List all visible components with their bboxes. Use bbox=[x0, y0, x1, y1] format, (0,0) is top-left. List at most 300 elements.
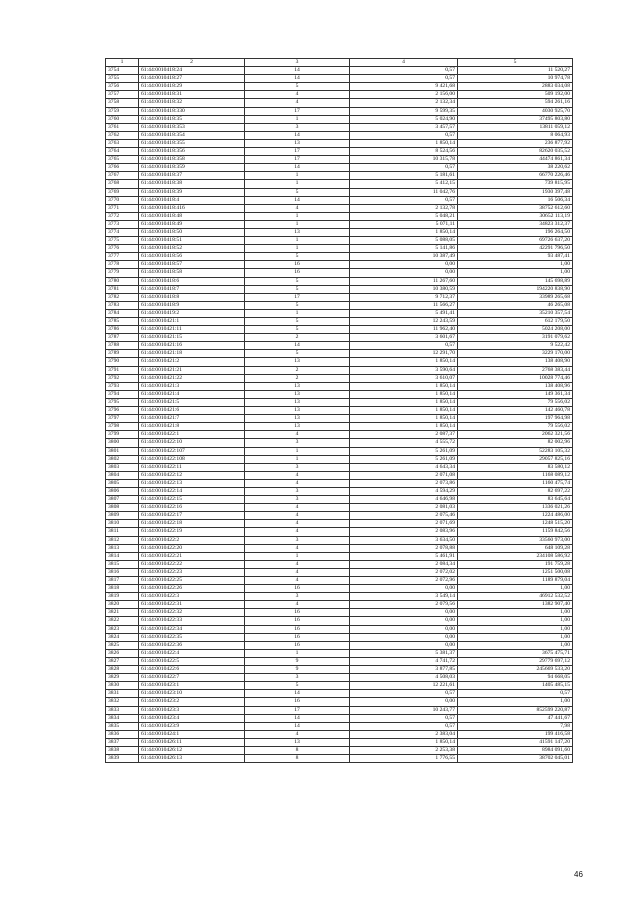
row-number: 3806 bbox=[106, 487, 139, 495]
cadastral-number: 61:44:0010418:24 bbox=[139, 67, 245, 75]
table-row bbox=[106, 512, 573, 520]
cadastral-value: 739 815,95 bbox=[458, 180, 573, 188]
zone-code: 14 bbox=[245, 342, 350, 350]
cadastral-value: 82620 035,52 bbox=[458, 148, 573, 156]
data-table bbox=[105, 58, 573, 763]
zone-code: 4 bbox=[245, 204, 350, 212]
rate-value: 0,57 bbox=[350, 67, 458, 75]
row-number: 3766 bbox=[106, 164, 139, 172]
table-row bbox=[106, 139, 573, 147]
cadastral-number: 61:44:0010422:20 bbox=[139, 544, 245, 552]
cadastral-value: 3229 170,00 bbox=[458, 350, 573, 358]
row-number: 3809 bbox=[106, 512, 139, 520]
rate-value: 1 850,14 bbox=[350, 358, 458, 366]
table-row bbox=[106, 609, 573, 617]
table-row bbox=[106, 698, 573, 706]
row-number: 3760 bbox=[106, 115, 139, 123]
row-number: 3785 bbox=[106, 318, 139, 326]
zone-code: 9 bbox=[245, 657, 350, 665]
zone-code: 5 bbox=[245, 277, 350, 285]
table-row bbox=[106, 285, 573, 293]
rate-value: 1 850,14 bbox=[350, 738, 458, 746]
zone-code: 4 bbox=[245, 504, 350, 512]
row-number: 3821 bbox=[106, 609, 139, 617]
zone-code: 3 bbox=[245, 463, 350, 471]
cadastral-number: 61:44:0010422:23 bbox=[139, 568, 245, 576]
rate-value: 4 555,72 bbox=[350, 439, 458, 447]
header-col-1: 1 bbox=[106, 59, 139, 67]
table-row bbox=[106, 479, 573, 487]
cadastral-number: 61:44:0010418:4 bbox=[139, 196, 245, 204]
cadastral-value: 1159 842,56 bbox=[458, 528, 573, 536]
cadastral-value: 1160 475,74 bbox=[458, 479, 573, 487]
row-number: 3792 bbox=[106, 374, 139, 382]
rate-value: 0,00 bbox=[350, 625, 458, 633]
cadastral-value: 46 265,08 bbox=[458, 301, 573, 309]
zone-code: 4 bbox=[245, 512, 350, 520]
rate-value: 2 078,88 bbox=[350, 544, 458, 552]
cadastral-number: 61:44:0010418:51 bbox=[139, 237, 245, 245]
cadastral-number: 61:44:0010422:35 bbox=[139, 633, 245, 641]
zone-code: 14 bbox=[245, 690, 350, 698]
cadastral-number: 61:44:0010422:14 bbox=[139, 487, 245, 495]
rate-value: 0,00 bbox=[350, 585, 458, 593]
cadastral-number: 61:44:0010418:354 bbox=[139, 131, 245, 139]
zone-code: 14 bbox=[245, 67, 350, 75]
header-col-3: 3 bbox=[245, 59, 350, 67]
cadastral-value: 33560 973,00 bbox=[458, 536, 573, 544]
cadastral-number: 61:44:0010418:330 bbox=[139, 107, 245, 115]
table-row bbox=[106, 131, 573, 139]
zone-code: 3 bbox=[245, 593, 350, 601]
rate-value: 0,00 bbox=[350, 641, 458, 649]
cadastral-number: 61:44:0010422:33 bbox=[139, 617, 245, 625]
rate-value: 2 087,37 bbox=[350, 431, 458, 439]
row-number: 3811 bbox=[106, 528, 139, 536]
cadastral-number: 61:44:0010422:31 bbox=[139, 601, 245, 609]
rate-value: 0,57 bbox=[350, 690, 458, 698]
table-row bbox=[106, 730, 573, 738]
cadastral-value: 2883 034,08 bbox=[458, 83, 573, 91]
table-row bbox=[106, 633, 573, 641]
table-row bbox=[106, 601, 573, 609]
table-row bbox=[106, 617, 573, 625]
row-number: 3832 bbox=[106, 698, 139, 706]
cadastral-number: 61:44:0010421:2 bbox=[139, 358, 245, 366]
zone-code: 1 bbox=[245, 455, 350, 463]
cadastral-value: 42291 796,50 bbox=[458, 245, 573, 253]
zone-code: 1 bbox=[245, 649, 350, 657]
zone-code: 4 bbox=[245, 431, 350, 439]
table-row bbox=[106, 528, 573, 536]
zone-code: 13 bbox=[245, 139, 350, 147]
cadastral-value: 0,57 bbox=[458, 690, 573, 698]
table-row bbox=[106, 682, 573, 690]
cadastral-number: 61:44:0010419:2 bbox=[139, 309, 245, 317]
rate-value: 2 084,34 bbox=[350, 560, 458, 568]
rate-value: 2 075,46 bbox=[350, 512, 458, 520]
row-number: 3831 bbox=[106, 690, 139, 698]
row-number: 3770 bbox=[106, 196, 139, 204]
table-row bbox=[106, 407, 573, 415]
cadastral-value: 138 408,90 bbox=[458, 358, 573, 366]
zone-code: 4 bbox=[245, 601, 350, 609]
row-number: 3829 bbox=[106, 674, 139, 682]
cadastral-value: 194220 838,90 bbox=[458, 285, 573, 293]
zone-code: 4 bbox=[245, 560, 350, 568]
rate-value: 11 962,40 bbox=[350, 326, 458, 334]
rate-value: 0,00 bbox=[350, 698, 458, 706]
zone-code: 4 bbox=[245, 544, 350, 552]
cadastral-value: 10 974,78 bbox=[458, 75, 573, 83]
cadastral-number: 61:44:0010418:52 bbox=[139, 245, 245, 253]
table-row bbox=[106, 91, 573, 99]
rate-value: 8 524,56 bbox=[350, 148, 458, 156]
cadastral-number: 61:44:0010418:49 bbox=[139, 220, 245, 228]
table-row bbox=[106, 293, 573, 301]
zone-code: 13 bbox=[245, 423, 350, 431]
zone-code: 4 bbox=[245, 91, 350, 99]
zone-code: 13 bbox=[245, 398, 350, 406]
row-number: 3836 bbox=[106, 730, 139, 738]
row-number: 3825 bbox=[106, 641, 139, 649]
rate-value: 5 381,37 bbox=[350, 649, 458, 657]
header-col-5: 5 bbox=[458, 59, 573, 67]
zone-code: 13 bbox=[245, 382, 350, 390]
zone-code: 4 bbox=[245, 520, 350, 528]
table-body bbox=[106, 67, 573, 763]
cadastral-value: 9 522,42 bbox=[458, 342, 573, 350]
cadastral-number: 61:44:0010418:48 bbox=[139, 212, 245, 220]
header-row bbox=[106, 59, 573, 67]
rate-value: 10 315,78 bbox=[350, 156, 458, 164]
row-number: 3816 bbox=[106, 568, 139, 576]
cadastral-value: 1,00 bbox=[458, 633, 573, 641]
table-row bbox=[106, 447, 573, 455]
cadastral-value: 38752 612,60 bbox=[458, 204, 573, 212]
cadastral-value: 1248 515,20 bbox=[458, 520, 573, 528]
cadastral-value: 69726 637,20 bbox=[458, 237, 573, 245]
table-row bbox=[106, 552, 573, 560]
cadastral-value: 79 556,02 bbox=[458, 398, 573, 406]
row-number: 3778 bbox=[106, 261, 139, 269]
row-number: 3833 bbox=[106, 706, 139, 714]
cadastral-number: 61:44:0010426:11 bbox=[139, 738, 245, 746]
cadastral-value: 594 261,16 bbox=[458, 99, 573, 107]
row-number: 3813 bbox=[106, 544, 139, 552]
cadastral-value: 34823 312,37 bbox=[458, 220, 573, 228]
rate-value: 0,57 bbox=[350, 714, 458, 722]
rate-value: 5 261,09 bbox=[350, 447, 458, 455]
table-row bbox=[106, 309, 573, 317]
row-number: 3789 bbox=[106, 350, 139, 358]
zone-code: 4 bbox=[245, 730, 350, 738]
cadastral-number: 61:44:0010422:4 bbox=[139, 649, 245, 657]
rate-value: 9 599,35 bbox=[350, 107, 458, 115]
zone-code: 16 bbox=[245, 609, 350, 617]
rate-value: 2 072,96 bbox=[350, 577, 458, 585]
cadastral-value: 35210 357,54 bbox=[458, 309, 573, 317]
row-number: 3765 bbox=[106, 156, 139, 164]
row-number: 3800 bbox=[106, 439, 139, 447]
row-number: 3834 bbox=[106, 714, 139, 722]
rate-value: 5 412,15 bbox=[350, 180, 458, 188]
cadastral-value: 38 220,62 bbox=[458, 164, 573, 172]
cadastral-number: 61:44:0010421:11 bbox=[139, 326, 245, 334]
cadastral-number: 61:44:0010422:6 bbox=[139, 666, 245, 674]
cadastral-number: 61:44:0010418:416 bbox=[139, 204, 245, 212]
cadastral-value: 47 441,67 bbox=[458, 714, 573, 722]
rate-value: 4 643,34 bbox=[350, 463, 458, 471]
table-row bbox=[106, 156, 573, 164]
rate-value: 3 457,57 bbox=[350, 123, 458, 131]
table-row bbox=[106, 496, 573, 504]
row-number: 3814 bbox=[106, 552, 139, 560]
cadastral-value: 29057 825,16 bbox=[458, 455, 573, 463]
table-row bbox=[106, 67, 573, 75]
table-row bbox=[106, 593, 573, 601]
zone-code: 5 bbox=[245, 350, 350, 358]
cadastral-number: 61:44:0010422:22 bbox=[139, 560, 245, 568]
row-number: 3788 bbox=[106, 342, 139, 350]
zone-code: 5 bbox=[245, 285, 350, 293]
row-number: 3779 bbox=[106, 269, 139, 277]
cadastral-value: 149 361,34 bbox=[458, 390, 573, 398]
rate-value: 9 712,37 bbox=[350, 293, 458, 301]
rate-value: 5 088,05 bbox=[350, 237, 458, 245]
row-number: 3808 bbox=[106, 504, 139, 512]
rate-value: 2 071,08 bbox=[350, 471, 458, 479]
cadastral-value: 234108 586,92 bbox=[458, 552, 573, 560]
table-row bbox=[106, 585, 573, 593]
table-row bbox=[106, 706, 573, 714]
rate-value: 5 261,09 bbox=[350, 455, 458, 463]
rate-value: 1 850,14 bbox=[350, 228, 458, 236]
zone-code: 3 bbox=[245, 439, 350, 447]
table-row bbox=[106, 212, 573, 220]
zone-code: 13 bbox=[245, 407, 350, 415]
zone-code: 17 bbox=[245, 107, 350, 115]
table-row bbox=[106, 415, 573, 423]
rate-value: 10 243,77 bbox=[350, 706, 458, 714]
rate-value: 2 156,00 bbox=[350, 91, 458, 99]
cadastral-value: 82 002,96 bbox=[458, 439, 573, 447]
table-row bbox=[106, 690, 573, 698]
row-number: 3807 bbox=[106, 496, 139, 504]
cadastral-value: 2062 321,56 bbox=[458, 431, 573, 439]
table-row bbox=[106, 560, 573, 568]
cadastral-number: 61:44:0010421:6 bbox=[139, 407, 245, 415]
rate-value: 11 566,27 bbox=[350, 301, 458, 309]
cadastral-value: 1168 089,12 bbox=[458, 471, 573, 479]
table-row bbox=[106, 423, 573, 431]
cadastral-value: 3675 475,71 bbox=[458, 649, 573, 657]
zone-code: 4 bbox=[245, 528, 350, 536]
zone-code: 1 bbox=[245, 220, 350, 228]
zone-code: 5 bbox=[245, 318, 350, 326]
zone-code: 13 bbox=[245, 390, 350, 398]
cadastral-value: 7,98 bbox=[458, 722, 573, 730]
cadastral-value: 1405 485,15 bbox=[458, 682, 573, 690]
row-number: 3805 bbox=[106, 479, 139, 487]
cadastral-value: 1189 879,04 bbox=[458, 577, 573, 585]
rate-value: 2 083,96 bbox=[350, 528, 458, 536]
rate-value: 5 024,90 bbox=[350, 115, 458, 123]
zone-code: 14 bbox=[245, 164, 350, 172]
row-number: 3795 bbox=[106, 398, 139, 406]
table-row bbox=[106, 714, 573, 722]
rate-value: 0,00 bbox=[350, 617, 458, 625]
zone-code: 13 bbox=[245, 358, 350, 366]
table-row bbox=[106, 431, 573, 439]
zone-code: 1 bbox=[245, 237, 350, 245]
cadastral-number: 61:44:0010421:22 bbox=[139, 374, 245, 382]
table-row bbox=[106, 148, 573, 156]
table-row bbox=[106, 188, 573, 196]
table-row bbox=[106, 674, 573, 682]
row-number: 3780 bbox=[106, 277, 139, 285]
row-number: 3835 bbox=[106, 722, 139, 730]
row-number: 3799 bbox=[106, 431, 139, 439]
rate-value: 0,00 bbox=[350, 261, 458, 269]
zone-code: 9 bbox=[245, 666, 350, 674]
cadastral-value: 1224 486,00 bbox=[458, 512, 573, 520]
row-number: 3761 bbox=[106, 123, 139, 131]
zone-code: 13 bbox=[245, 228, 350, 236]
cadastral-value: 199 416,58 bbox=[458, 730, 573, 738]
table-row bbox=[106, 544, 573, 552]
cadastral-value: 5024 208,00 bbox=[458, 326, 573, 334]
table-row bbox=[106, 625, 573, 633]
row-number: 3787 bbox=[106, 334, 139, 342]
row-number: 3791 bbox=[106, 366, 139, 374]
cadastral-number: 61:44:0010421:21 bbox=[139, 366, 245, 374]
table-row bbox=[106, 358, 573, 366]
rate-value: 0,00 bbox=[350, 609, 458, 617]
table-header bbox=[106, 59, 573, 67]
table-row bbox=[106, 746, 573, 754]
row-number: 3812 bbox=[106, 536, 139, 544]
table-row bbox=[106, 649, 573, 657]
zone-code: 16 bbox=[245, 633, 350, 641]
zone-code: 14 bbox=[245, 131, 350, 139]
row-number: 3755 bbox=[106, 75, 139, 83]
cadastral-number: 61:44:0010423:9 bbox=[139, 722, 245, 730]
row-number: 3822 bbox=[106, 617, 139, 625]
table-row bbox=[106, 107, 573, 115]
zone-code: 13 bbox=[245, 738, 350, 746]
cadastral-value: 1,00 bbox=[458, 625, 573, 633]
rate-value: 1 850,14 bbox=[350, 415, 458, 423]
cadastral-number: 61:44:0010421:18 bbox=[139, 350, 245, 358]
row-number: 3837 bbox=[106, 738, 139, 746]
cadastral-number: 61:44:0010426:13 bbox=[139, 755, 245, 763]
rate-value: 0,57 bbox=[350, 722, 458, 730]
cadastral-value: 37495 803,80 bbox=[458, 115, 573, 123]
table-row bbox=[106, 366, 573, 374]
cadastral-number: 61:44:0010421:5 bbox=[139, 398, 245, 406]
row-number: 3793 bbox=[106, 382, 139, 390]
cadastral-number: 61:44:0010422:19 bbox=[139, 528, 245, 536]
rate-value: 12 221,61 bbox=[350, 682, 458, 690]
table-row bbox=[106, 75, 573, 83]
table-row bbox=[106, 439, 573, 447]
rate-value: 2 081,03 bbox=[350, 504, 458, 512]
table-row bbox=[106, 326, 573, 334]
cadastral-number: 61:44:0010422:5 bbox=[139, 657, 245, 665]
row-number: 3782 bbox=[106, 293, 139, 301]
zone-code: 1 bbox=[245, 447, 350, 455]
cadastral-value: 236 877,92 bbox=[458, 139, 573, 147]
cadastral-value: 10028 774,46 bbox=[458, 374, 573, 382]
cadastral-value: 82 697,22 bbox=[458, 487, 573, 495]
cadastral-number: 61:44:0010418:355 bbox=[139, 139, 245, 147]
zone-code: 3 bbox=[245, 536, 350, 544]
rate-value: 10 387,49 bbox=[350, 253, 458, 261]
rate-value: 0,57 bbox=[350, 131, 458, 139]
cadastral-number: 61:44:0010418:358 bbox=[139, 156, 245, 164]
cadastral-value: 16 506,34 bbox=[458, 196, 573, 204]
table-row bbox=[106, 374, 573, 382]
cadastral-number: 61:44:0010426:12 bbox=[139, 746, 245, 754]
zone-code: 1 bbox=[245, 552, 350, 560]
zone-code: 4 bbox=[245, 568, 350, 576]
cadastral-value: 8 064,93 bbox=[458, 131, 573, 139]
row-number: 3763 bbox=[106, 139, 139, 147]
table-row bbox=[106, 196, 573, 204]
row-number: 3815 bbox=[106, 560, 139, 568]
row-number: 3758 bbox=[106, 99, 139, 107]
table-row bbox=[106, 657, 573, 665]
cadastral-number: 61:44:0010422:32 bbox=[139, 609, 245, 617]
row-number: 3801 bbox=[106, 447, 139, 455]
table-row bbox=[106, 463, 573, 471]
cadastral-value: 1382 907,40 bbox=[458, 601, 573, 609]
cadastral-number: 61:44:0010418:9 bbox=[139, 301, 245, 309]
zone-code: 14 bbox=[245, 722, 350, 730]
zone-code: 5 bbox=[245, 301, 350, 309]
cadastral-number: 61:44:0010422:25 bbox=[139, 577, 245, 585]
row-number: 3783 bbox=[106, 301, 139, 309]
cadastral-number: 61:44:0010418:57 bbox=[139, 261, 245, 269]
zone-code: 5 bbox=[245, 682, 350, 690]
rate-value: 2 071,69 bbox=[350, 520, 458, 528]
zone-code: 1 bbox=[245, 212, 350, 220]
cadastral-value: 38702 045,01 bbox=[458, 755, 573, 763]
row-number: 3803 bbox=[106, 463, 139, 471]
cadastral-number: 61:44:0010422:107 bbox=[139, 447, 245, 455]
zone-code: 14 bbox=[245, 714, 350, 722]
rate-value: 1 850,14 bbox=[350, 382, 458, 390]
rate-value: 4 594,29 bbox=[350, 487, 458, 495]
cadastral-value: 3191 079,62 bbox=[458, 334, 573, 342]
cadastral-number: 61:44:0010418:29 bbox=[139, 83, 245, 91]
cadastral-number: 61:44:0010424:1 bbox=[139, 730, 245, 738]
rate-value: 11 267,60 bbox=[350, 277, 458, 285]
rate-value: 5 491,41 bbox=[350, 309, 458, 317]
table-row bbox=[106, 123, 573, 131]
row-number: 3775 bbox=[106, 237, 139, 245]
row-number: 3839 bbox=[106, 755, 139, 763]
table-row bbox=[106, 382, 573, 390]
header-col-2: 2 bbox=[139, 59, 245, 67]
table-row bbox=[106, 666, 573, 674]
rate-value: 0,00 bbox=[350, 633, 458, 641]
rate-value: 5 141,86 bbox=[350, 245, 458, 253]
rate-value: 1 850,14 bbox=[350, 139, 458, 147]
cadastral-number: 61:44:0010423:1 bbox=[139, 682, 245, 690]
table-row bbox=[106, 253, 573, 261]
